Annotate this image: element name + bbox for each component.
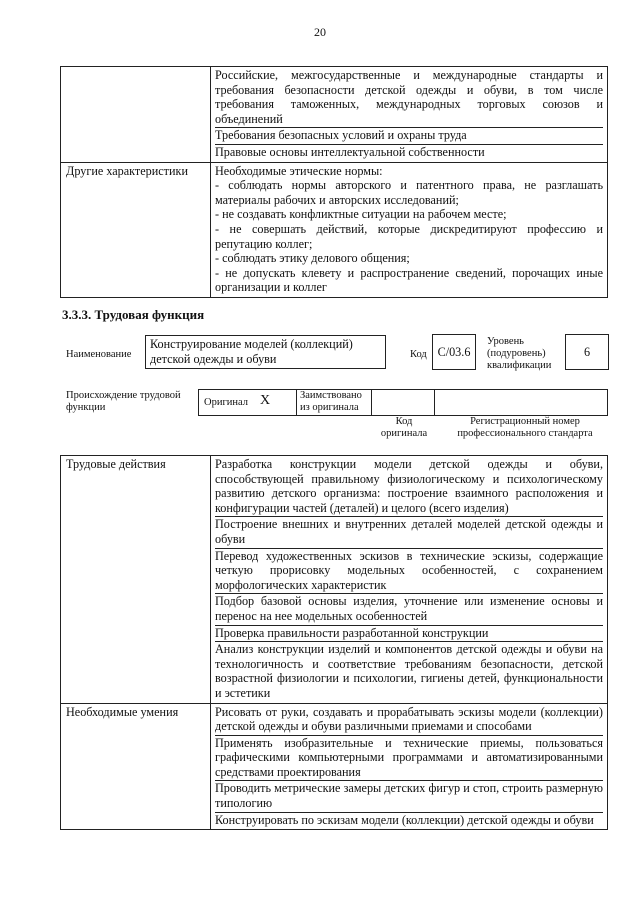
function-code-box: С/03.6	[432, 334, 476, 370]
table-row	[61, 67, 608, 163]
row-label: Другие характеристики	[61, 162, 211, 297]
origin-divider	[434, 389, 435, 416]
list-item: Проводить метрические замеры детских фигур и стоп, строить размерную типологию	[215, 781, 603, 812]
origin-divider	[371, 389, 372, 416]
row-label	[61, 67, 211, 163]
list-item: Разработка конструкции модели детской одежды и обуви, способствующей правильному физиологическому и психологическому развитию детского организма: построение взаимного расположения и конфигурации частей (деталей) и целого (всего изделия)	[215, 457, 603, 517]
list-item: Подбор базовой основы изделия, уточнение или изменение основы и перенос на нее модельных особенностей	[215, 594, 603, 625]
row-values	[211, 67, 608, 163]
table-row	[61, 703, 608, 830]
list-item: Требования безопасных условий и охраны труда	[215, 128, 603, 145]
list-item: Российские, межгосударственные и международные стандарты и требования безопасности детской одежды и обуви, в том числе требования таможенных, международных торговых союзов и объединений	[215, 68, 603, 128]
page-number: 20	[314, 25, 326, 39]
section-heading: 3.3.3. Трудовая функция	[62, 307, 205, 322]
row-label: Необходимые умения	[61, 703, 211, 830]
code-original-caption: Код оригинала	[380, 416, 428, 439]
origin-label: Происхождение трудовой функции	[66, 390, 181, 413]
original-checkmark: X	[260, 393, 271, 408]
list-item: Правовые основы интеллектуальной собственности	[215, 144, 485, 159]
top-characteristics-table	[60, 66, 608, 298]
list-item: Анализ конструкции изделий и компонентов детской одежды и обуви на технологичность и соответствие требованиям безопасности, детской возрастной физиологии и психологии, гигиены детей, функциональности и эстетики	[215, 642, 603, 700]
registration-number-caption: Регистрационный номер профессионального стандарта	[457, 416, 593, 439]
function-name-box: Конструирование моделей (коллекций) детской одежды и обуви	[145, 335, 386, 369]
borrowed-label: Заимствовано из оригинала	[300, 390, 362, 413]
origin-divider	[296, 389, 297, 416]
list-item: Перевод художественных эскизов в технические эскизы, содержащие четкую прорисовку модельных особенностей, с сохранением морфологических характеристик	[215, 549, 603, 595]
table-row	[61, 162, 608, 297]
labor-function-table	[60, 455, 608, 830]
qualification-level-box: 6	[565, 334, 609, 370]
row-values	[211, 456, 608, 704]
level-label: Уровень (подуровень) квалификации	[487, 336, 552, 371]
row-values	[211, 162, 608, 297]
list-item: Рисовать от руки, создавать и прорабатывать эскизы модели (коллекции) детской одежды и обуви различными приемами и способами	[215, 705, 603, 736]
list-item: Проверка правильности разработанной конструкции	[215, 626, 603, 643]
row-values	[211, 703, 608, 830]
list-item: Построение внешних и внутренних деталей моделей детской одежды и обуви	[215, 517, 603, 548]
original-label: Оригинал	[204, 397, 248, 408]
list-item: Конструировать по эскизам модели (коллекции) детской одежды и обуви	[215, 812, 594, 827]
code-label: Код	[410, 349, 427, 360]
row-label: Трудовые действия	[61, 456, 211, 704]
table-row	[61, 456, 608, 704]
list-item: Необходимые этические нормы: - соблюдать нормы авторского и патентного права, не разглашать материалы рабочих и авторских исследований; - не создавать конфликтные ситуации на рабочем месте; - не совершать действий, которые дискредитируют профессию и репутацию коллег; - соблюдать этику делового общения; - не допускать клевету и распространение сведений, порочащих иные организации и коллег	[215, 163, 603, 295]
name-label: Наименование	[66, 349, 132, 360]
list-item: Применять изобразительные и технические приемы, пользоваться графическими компьютерными программами и автоматизированными средствами проектирования	[215, 736, 603, 782]
